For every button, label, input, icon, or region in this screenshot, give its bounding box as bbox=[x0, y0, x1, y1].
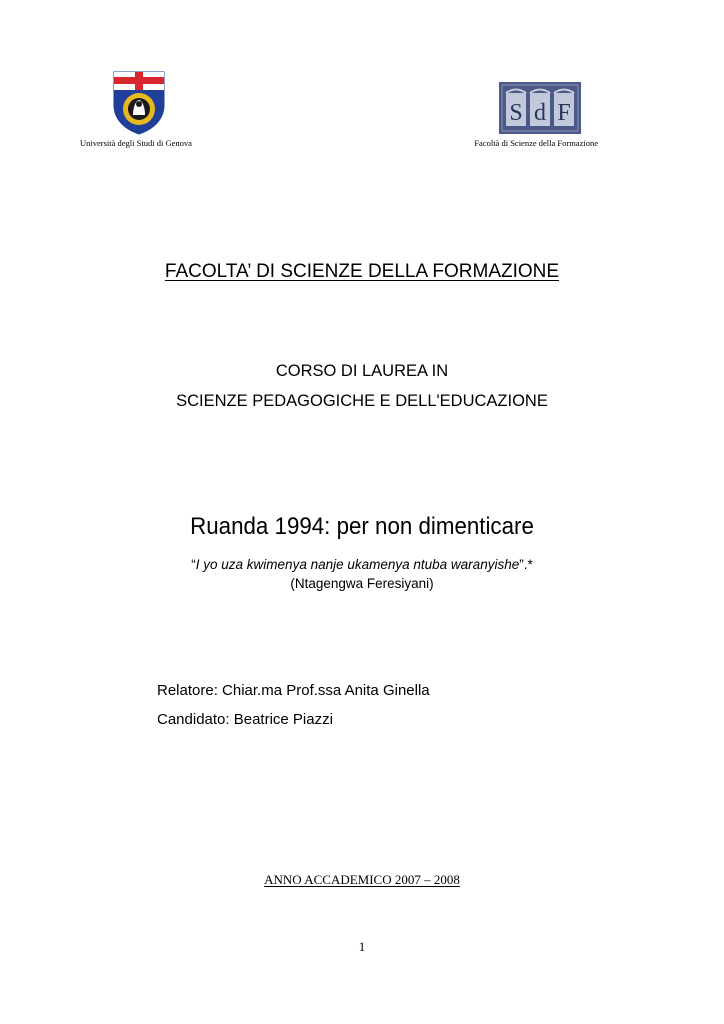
candidato-line: Candidato: Beatrice Piazzi bbox=[157, 711, 333, 728]
sdf-letter-d: d bbox=[534, 100, 546, 126]
epigraph-close-quote: ”.* bbox=[519, 557, 533, 572]
sdf-letter-f: F bbox=[557, 100, 571, 126]
sdf-faculty-logo bbox=[499, 82, 581, 134]
page-number: 1 bbox=[358, 939, 366, 954]
epigraph-text: I yo uza kwimenya nanje ukamenya ntuba waranyishe bbox=[195, 557, 520, 572]
faculty-caption: Facoltà di Scienze della Formazione bbox=[474, 138, 598, 148]
course-line-2: SCIENZE PEDAGOGICHE E DELL'EDUCAZIONE bbox=[176, 392, 548, 410]
epigraph bbox=[0, 557, 724, 572]
academic-year: ANNO ACCADEMICO 2007 – 2008 bbox=[264, 872, 460, 887]
thesis-title: Ruanda 1994: per non dimenticare bbox=[190, 513, 534, 540]
university-genova-logo bbox=[111, 71, 167, 135]
faculty-title: FACOLTA’ DI SCIENZE DELLA FORMAZIONE bbox=[164, 261, 560, 282]
epigraph-open-quote: “ bbox=[191, 557, 196, 572]
relatore-line: Relatore: Chiar.ma Prof.ssa Anita Ginella bbox=[157, 682, 430, 699]
university-caption: Università degli Studi di Genova bbox=[80, 138, 192, 148]
course-line-1: CORSO DI LAUREA IN bbox=[275, 362, 449, 380]
epigraph-author: (Ntagengwa Feresiyani) bbox=[290, 576, 434, 591]
sdf-letter-s: S bbox=[509, 100, 523, 126]
